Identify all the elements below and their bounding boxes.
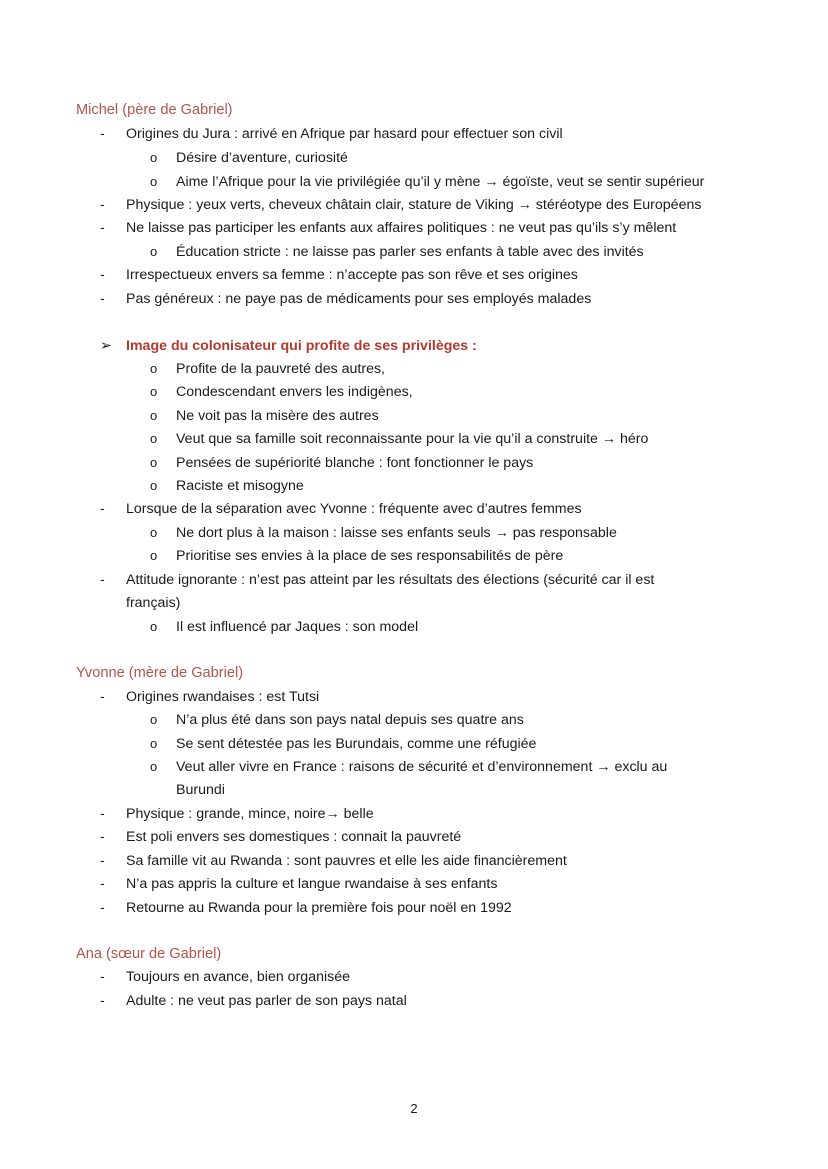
dash-bullet: - xyxy=(100,969,105,985)
list-item: Se sent détestée pas les Burundais, comme une réfugiée xyxy=(176,736,537,752)
list-item: Désire d’aventure, curiosité xyxy=(176,150,348,166)
dash-bullet: - xyxy=(100,689,105,705)
circle-bullet: o xyxy=(150,361,158,376)
circle-bullet: o xyxy=(150,478,158,493)
circle-bullet: o xyxy=(150,455,158,470)
list-item: Éducation stricte : ne laisse pas parler ses enfants à table avec des invités xyxy=(176,244,644,260)
list-item: Aime l’Afrique pour la vie privilégiée qu’il y mène → égoïste, veut se sentir supérieur xyxy=(176,174,705,190)
list-item: Irrespectueux envers sa femme : n’accepte pas son rêve et ses origines xyxy=(126,267,578,283)
list-item: Physique : grande, mince, noire→ belle xyxy=(126,806,374,822)
list-item: N’a pas appris la culture et langue rwandaise à ses enfants xyxy=(126,876,498,892)
circle-bullet: o xyxy=(150,548,158,563)
dash-bullet: - xyxy=(100,197,105,213)
circle-bullet: o xyxy=(150,150,158,165)
section-title-colonisateur: Image du colonisateur qui profite de ses privilèges : xyxy=(126,338,477,354)
list-item: Pas généreux : ne paye pas de médicaments pour ses employés malades xyxy=(126,291,592,307)
dash-bullet: - xyxy=(100,126,105,142)
list-item-continuation: français) xyxy=(126,595,181,611)
dash-bullet: - xyxy=(100,501,105,517)
circle-bullet: o xyxy=(150,759,158,774)
circle-bullet: o xyxy=(150,619,158,634)
heading-michel: Michel (père de Gabriel) xyxy=(76,102,233,118)
dash-bullet: - xyxy=(100,267,105,283)
list-item: Prioritise ses envies à la place de ses responsabilités de père xyxy=(176,548,564,564)
list-item: Raciste et misogyne xyxy=(176,478,304,494)
circle-bullet: o xyxy=(150,244,158,259)
list-item: Veut que sa famille soit reconnaissante pour la vie qu’il a construite → héro xyxy=(176,431,649,447)
circle-bullet: o xyxy=(150,408,158,423)
list-item: Profite de la pauvreté des autres, xyxy=(176,361,385,377)
list-item-continuation: Burundi xyxy=(176,782,225,798)
circle-bullet: o xyxy=(150,525,158,540)
list-item: Il est influencé par Jaques : son model xyxy=(176,619,419,635)
circle-bullet: o xyxy=(150,174,158,189)
list-item: Lorsque de la séparation avec Yvonne : fréquente avec d’autres femmes xyxy=(126,501,582,517)
heading-ana: Ana (sœur de Gabriel) xyxy=(76,946,222,962)
list-item: Sa famille vit au Rwanda : sont pauvres et elle les aide financièrement xyxy=(126,853,567,869)
circle-bullet: o xyxy=(150,431,158,446)
circle-bullet: o xyxy=(150,384,158,399)
list-item: Ne laisse pas participer les enfants aux affaires politiques : ne veut pas qu’ils s’y mêlent xyxy=(126,220,677,236)
list-item: Attitude ignorante : n’est pas atteint par les résultats des élections (sécurité car il est xyxy=(126,572,655,588)
circle-bullet: o xyxy=(150,736,158,751)
dash-bullet: - xyxy=(100,572,105,588)
list-item: Pensées de supériorité blanche : font fonctionner le pays xyxy=(176,455,534,471)
list-item: Toujours en avance, bien organisée xyxy=(126,969,350,985)
page-number: 2 xyxy=(410,1101,418,1116)
list-item: Retourne au Rwanda pour la première fois pour noël en 1992 xyxy=(126,900,512,916)
dash-bullet: - xyxy=(100,900,105,916)
list-item: Adulte : ne veut pas parler de son pays natal xyxy=(126,993,407,1009)
dash-bullet: - xyxy=(100,993,105,1009)
dash-bullet: - xyxy=(100,220,105,236)
dash-bullet: - xyxy=(100,806,105,822)
dash-bullet: - xyxy=(100,291,105,307)
list-item: Est poli envers ses domestiques : connait la pauvreté xyxy=(126,829,462,845)
list-item: N’a plus été dans son pays natal depuis ses quatre ans xyxy=(176,712,524,728)
list-item: Ne dort plus à la maison : laisse ses enfants seuls → pas responsable xyxy=(176,525,617,541)
list-item: Physique : yeux verts, cheveux châtain clair, stature de Viking → stéréotype des Européens xyxy=(126,197,702,213)
list-item: Ne voit pas la misère des autres xyxy=(176,408,379,424)
list-item: Condescendant envers les indigènes, xyxy=(176,384,413,400)
heading-yvonne: Yvonne (mère de Gabriel) xyxy=(76,665,244,681)
arrow-bullet-icon: ➢ xyxy=(100,338,112,354)
dash-bullet: - xyxy=(100,853,105,869)
list-item: Origines du Jura : arrivé en Afrique par hasard pour effectuer son civil xyxy=(126,126,563,142)
list-item: Veut aller vivre en France : raisons de sécurité et d’environnement → exclu au xyxy=(176,759,668,775)
dash-bullet: - xyxy=(100,829,105,845)
list-item: Origines rwandaises : est Tutsi xyxy=(126,689,320,705)
dash-bullet: - xyxy=(100,876,105,892)
circle-bullet: o xyxy=(150,712,158,727)
